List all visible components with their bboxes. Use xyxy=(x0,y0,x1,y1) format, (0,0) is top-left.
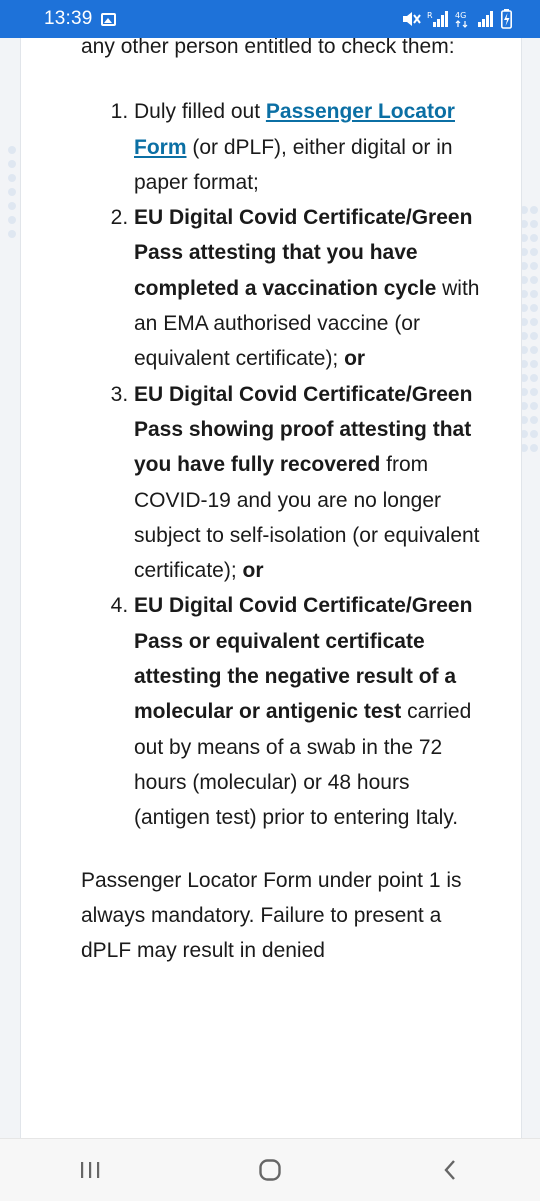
list-item xyxy=(134,588,481,835)
image-icon xyxy=(101,13,116,26)
list-item-text: with an EMA authorised vaccine (or equivalent certificate); xyxy=(134,276,480,371)
svg-text:4G: 4G xyxy=(455,11,467,20)
list-item-or: or xyxy=(242,559,264,583)
home-button[interactable] xyxy=(240,1148,300,1192)
intro-text: any other person entitled to check them: xyxy=(81,38,455,58)
requirements-list xyxy=(81,94,481,835)
list-item-bold-text: EU Digital Covid Certificate/Green Pass showing proof attesting that you have fully recovered xyxy=(134,382,473,477)
signal-r-icon xyxy=(427,10,449,28)
list-item-text: Duly filled out xyxy=(134,100,266,124)
list-item-bold-text: EU Digital Covid Certificate/Green Pass or equivalent certificate attesting the negative result of a molecular or antigenic test xyxy=(134,594,473,724)
navigation-bar xyxy=(0,1138,540,1201)
article-content xyxy=(81,38,481,968)
passenger-locator-form-link[interactable]: Passenger Locator Form xyxy=(134,100,455,159)
svg-text:R: R xyxy=(427,11,433,20)
list-item-bold-text: EU Digital Covid Certificate/Green Pass attesting that you have completed a vaccination cycle xyxy=(134,206,473,300)
signal-icon xyxy=(477,10,495,28)
content-card xyxy=(20,38,522,1138)
list-item-text: carried out by means of a swab in the 72 hours (molecular) or 48 hours (antigen test) prior to entering Italy. xyxy=(134,700,472,830)
recent-apps-button[interactable] xyxy=(60,1148,120,1192)
list-item xyxy=(134,377,481,589)
back-button[interactable] xyxy=(420,1148,480,1192)
list-item-text: from COVID-19 and you are no longer subject to self-isolation (or equivalent certificate); xyxy=(134,453,480,583)
mute-icon xyxy=(401,10,421,28)
home-icon xyxy=(258,1158,282,1182)
list-item xyxy=(134,200,481,376)
status-bar xyxy=(0,0,540,38)
recent-apps-icon xyxy=(79,1160,101,1180)
battery-charging-icon xyxy=(501,9,512,29)
outro-text: Passenger Locator Form under point 1 is always mandatory. Failure to present a dPLF may result in denied xyxy=(81,868,462,963)
status-time: 13:39 xyxy=(44,8,93,29)
list-item-text: (or dPLF), either digital or in paper format; xyxy=(134,135,453,194)
status-icons xyxy=(401,9,512,29)
back-icon xyxy=(442,1158,458,1182)
list-item-or: or xyxy=(344,347,366,371)
4g-icon xyxy=(455,10,471,28)
list-item xyxy=(134,94,481,200)
